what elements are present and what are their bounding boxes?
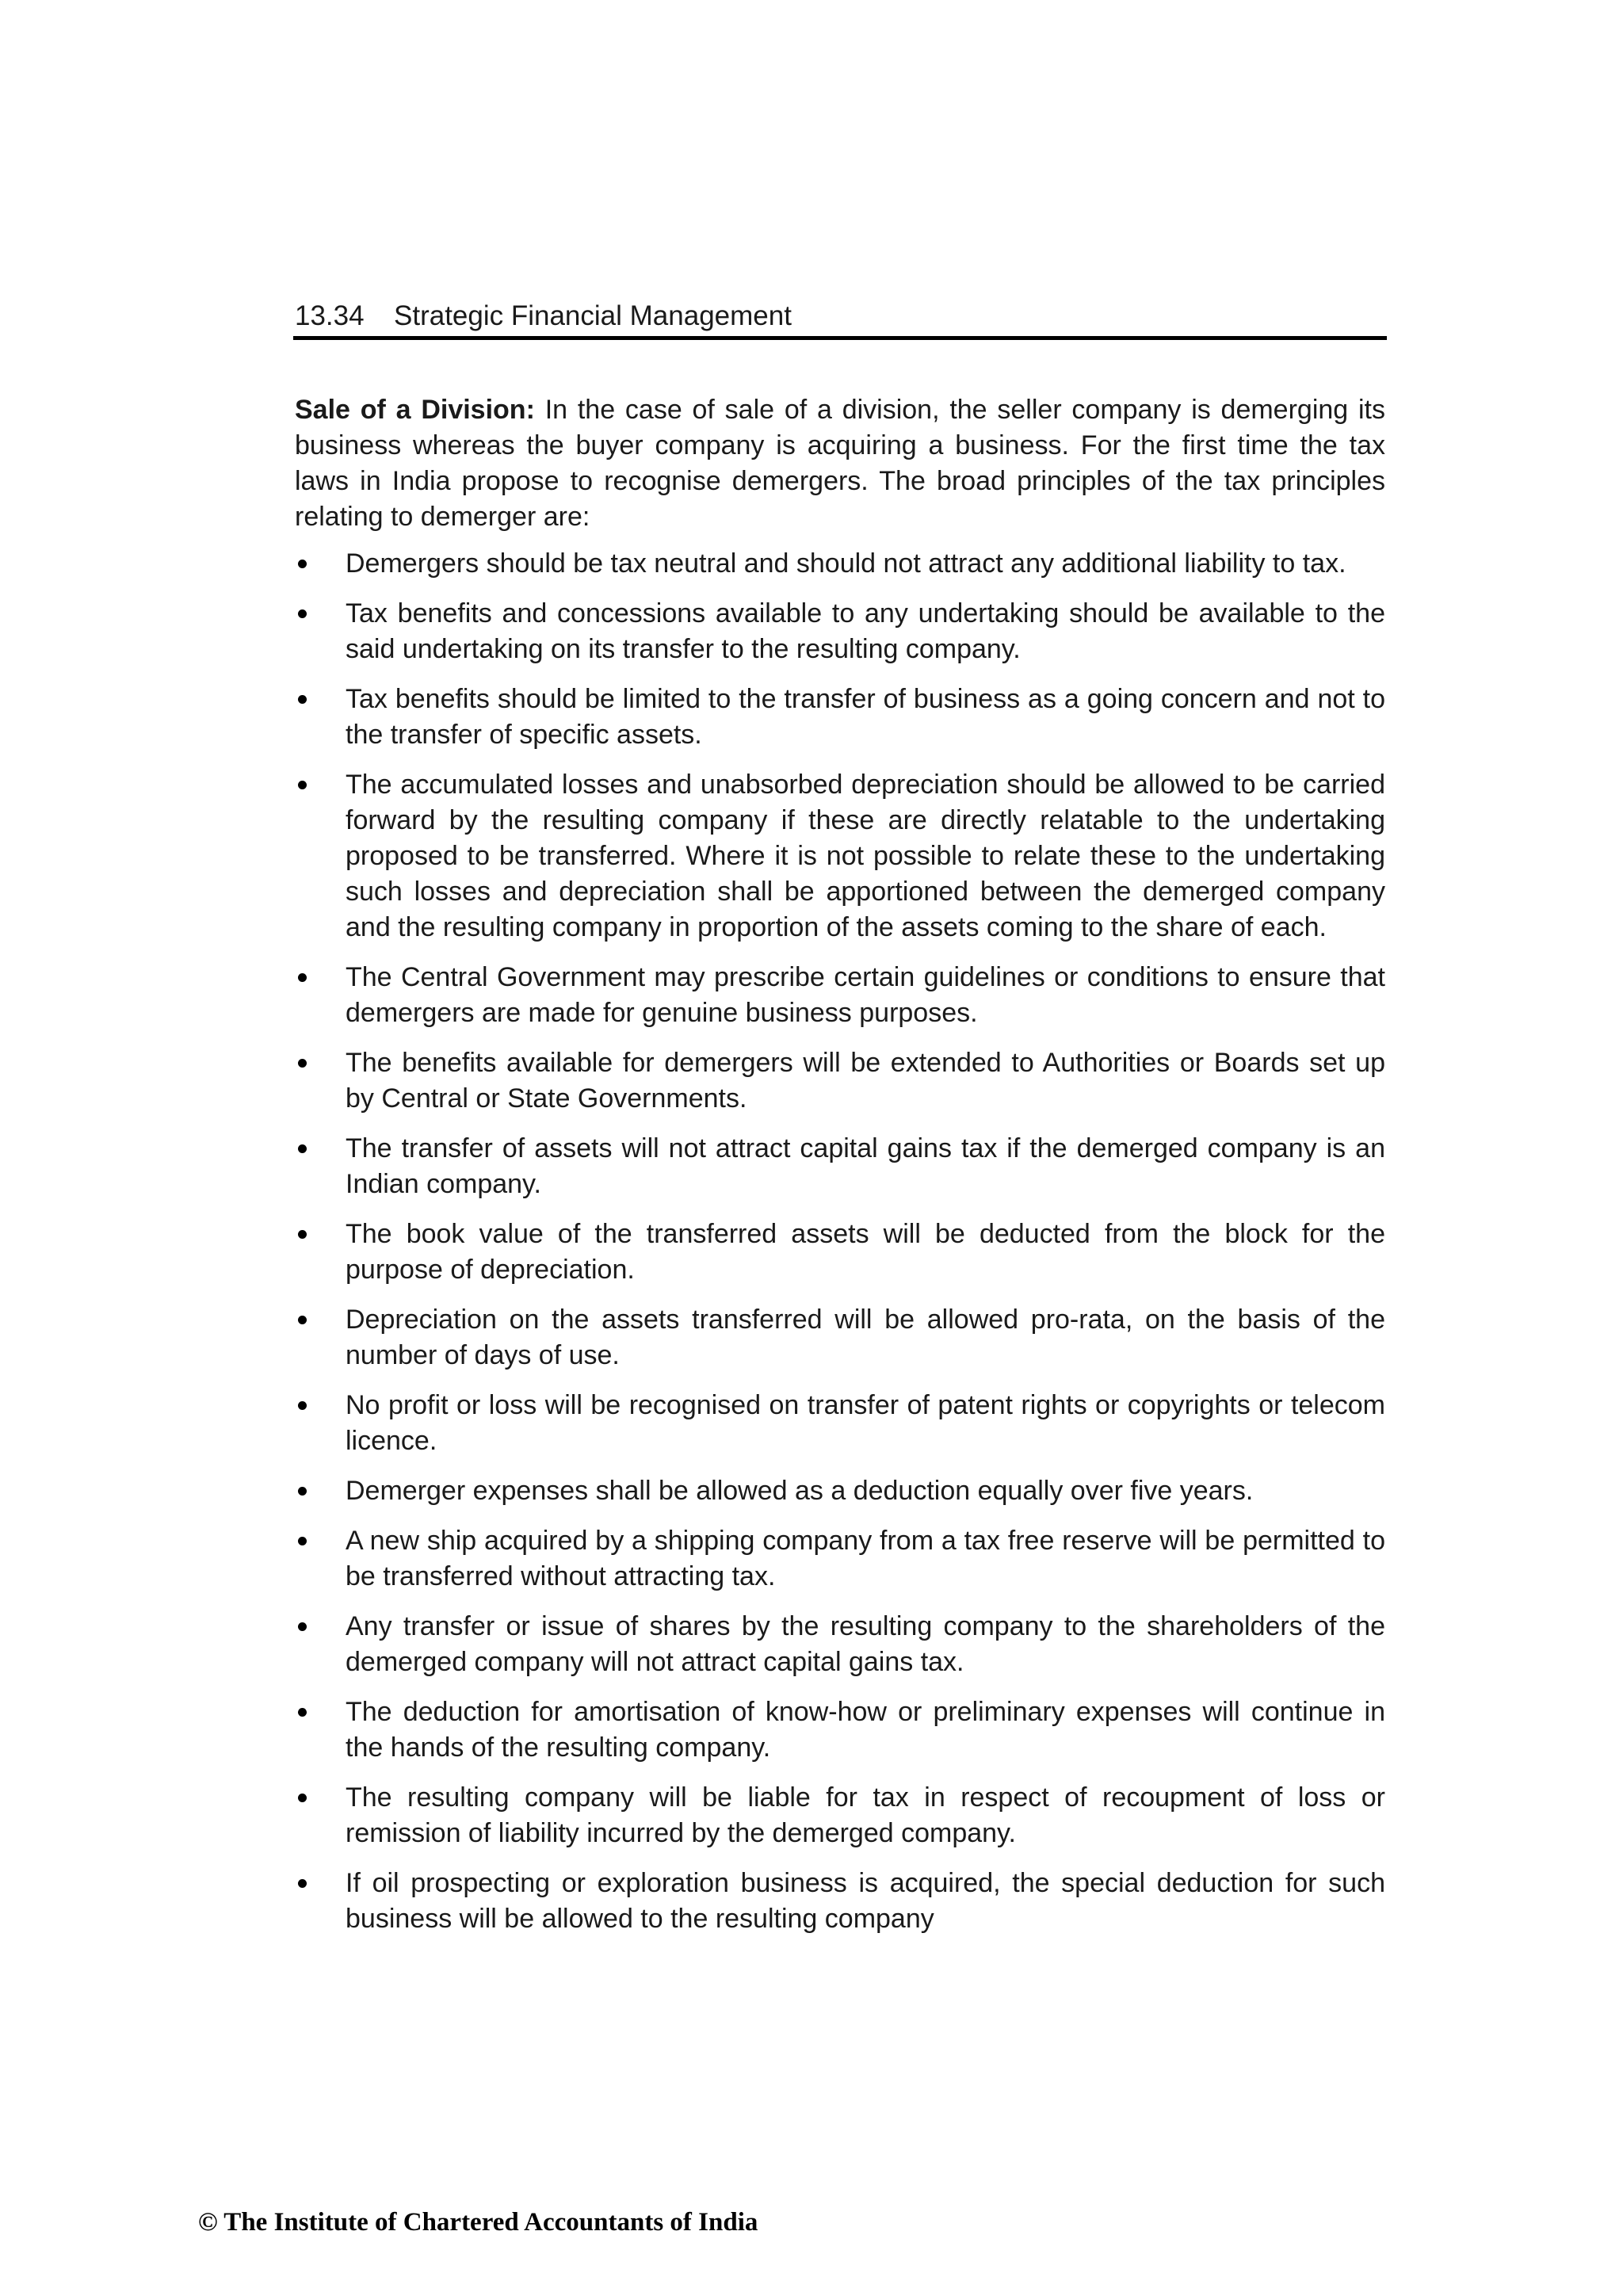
bullet-icon: [298, 609, 307, 618]
bullet-icon: [298, 1708, 307, 1717]
bullet-icon: [298, 1487, 307, 1496]
list-item: [295, 1609, 1385, 1680]
list-item: [295, 1131, 1385, 1202]
list-item-text: The resulting company will be liable for tax in respect of recoupment of loss or remission of liability incurred by the demerged company.: [346, 1782, 1385, 1848]
list-item-text: The Central Government may prescribe certain guidelines or conditions to ensure that demergers are made for genuine business purposes.: [346, 962, 1385, 1028]
list-item: [295, 1388, 1385, 1459]
list-item: [295, 1866, 1385, 1937]
list-item-text: Tax benefits should be limited to the transfer of business as a going concern and not to the transfer of specific assets.: [346, 684, 1385, 750]
list-item: [295, 1694, 1385, 1766]
intro-paragraph: [295, 392, 1385, 535]
bullet-icon: [298, 695, 307, 704]
running-header: [295, 293, 1387, 339]
list-item-text: Demergers should be tax neutral and should not attract any additional liability to tax.: [346, 548, 1346, 579]
section-heading: Sale of a Division:: [295, 395, 535, 425]
bullet-icon: [298, 1401, 307, 1410]
list-item: [295, 960, 1385, 1031]
bullet-icon: [298, 1316, 307, 1324]
bullet-icon: [298, 1144, 307, 1153]
page-number: 13.34: [295, 300, 365, 331]
bullet-icon: [298, 1622, 307, 1631]
list-item-text: The benefits available for demergers will be extended to Authorities or Boards set up by Central or State Governments.: [346, 1048, 1385, 1114]
book-title: Strategic Financial Management: [394, 300, 792, 331]
bullet-icon: [298, 973, 307, 982]
bullet-icon: [298, 560, 307, 568]
list-item-text: The book value of the transferred assets will be deducted from the block for the purpose of depreciation.: [346, 1219, 1385, 1285]
list-item: [295, 596, 1385, 667]
bullet-icon: [298, 1879, 307, 1888]
list-item: [295, 682, 1385, 753]
list-item-text: If oil prospecting or exploration business is acquired, the special deduction for such business will be allowed to the resulting company: [346, 1868, 1385, 1934]
list-item: [295, 1302, 1385, 1373]
list-item: [295, 1780, 1385, 1851]
bullet-icon: [298, 1537, 307, 1545]
principles-list: [295, 546, 1385, 1937]
header-rule: [293, 336, 1387, 340]
list-item-text: Depreciation on the assets transferred will be allowed pro-rata, on the basis of the number of days of use.: [346, 1305, 1385, 1370]
list-item-text: The deduction for amortisation of know-how or preliminary expenses will continue in the hands of the resulting company.: [346, 1697, 1385, 1763]
bullet-icon: [298, 1059, 307, 1068]
list-item-text: Tax benefits and concessions available to any undertaking should be available to the said undertaking on its transfer to the resulting company.: [346, 598, 1385, 664]
list-item: [295, 1473, 1385, 1509]
bullet-icon: [298, 1794, 307, 1802]
list-item-text: Demerger expenses shall be allowed as a deduction equally over five years.: [346, 1476, 1254, 1506]
list-item: [295, 1217, 1385, 1288]
list-item-text: The transfer of assets will not attract capital gains tax if the demerged company is an Indian company.: [346, 1133, 1385, 1199]
list-item-text: A new ship acquired by a shipping company from a tax free reserve will be permitted to be transferred without attracting tax.: [346, 1526, 1385, 1591]
list-item: [295, 767, 1385, 946]
list-item-text: The accumulated losses and unabsorbed depreciation should be allowed to be carried forward by the resulting company if these are directly relatable to the undertaking proposed to be transferred. Where it is not possible to relate these to the undertaking such losses and depreciation shall be apportioned between the demerged company and the resulting company in proportion of the assets coming to the share of each.: [346, 770, 1385, 942]
list-item-text: No profit or loss will be recognised on transfer of patent rights or copyrights or telecom licence.: [346, 1390, 1385, 1456]
copyright-footer: © The Institute of Chartered Accountants of India: [198, 2208, 758, 2237]
list-item-text: Any transfer or issue of shares by the resulting company to the shareholders of the demerged company will not attract capital gains tax.: [346, 1611, 1385, 1677]
list-item: [295, 546, 1385, 582]
list-item: [295, 1045, 1385, 1117]
intro-text: In the case of sale of a division, the seller company is demerging its business whereas the buyer company is acquiring a business. For the first time the tax laws in India propose to recognise demergers. The broad principles of the tax principles relating to demerger are:: [295, 395, 1385, 532]
bullet-icon: [298, 1230, 307, 1239]
bullet-icon: [298, 781, 307, 789]
page-body: [295, 392, 1385, 1951]
list-item: [295, 1523, 1385, 1595]
